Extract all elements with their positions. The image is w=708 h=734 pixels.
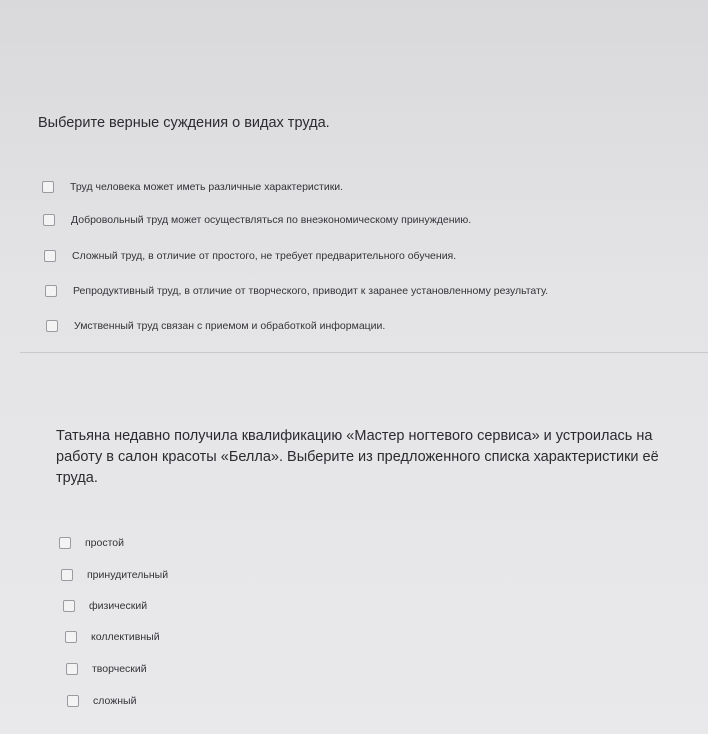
option-label: принудительный xyxy=(87,569,169,581)
question-1 xyxy=(0,0,708,352)
option-label: простой xyxy=(85,537,125,549)
checkbox[interactable] xyxy=(46,320,58,332)
option-label: коллективный xyxy=(91,631,160,643)
question-1-option-5[interactable] xyxy=(46,320,385,332)
question-2-option-5[interactable] xyxy=(66,663,147,675)
question-2-option-3[interactable] xyxy=(63,600,147,612)
question-1-option-1[interactable] xyxy=(42,181,343,193)
checkbox[interactable] xyxy=(67,695,79,707)
option-label: физический xyxy=(89,600,148,612)
option-label: Сложный труд, в отличие от простого, не требует предварительного обучения. xyxy=(72,250,457,262)
checkbox[interactable] xyxy=(45,285,57,297)
question-1-option-2[interactable] xyxy=(43,214,471,226)
checkbox[interactable] xyxy=(42,181,54,193)
option-label: Умственный труд связан с приемом и обработкой информации. xyxy=(74,320,386,332)
question-2-option-1[interactable] xyxy=(59,537,124,549)
checkbox[interactable] xyxy=(44,250,56,262)
checkbox[interactable] xyxy=(61,569,73,581)
checkbox[interactable] xyxy=(65,631,77,643)
question-1-option-4[interactable] xyxy=(45,285,548,297)
question-1-option-3[interactable] xyxy=(44,250,456,262)
option-label: Труд человека может иметь различные характеристики. xyxy=(70,181,344,193)
option-label: Репродуктивный труд, в отличие от творческого, приводит к заранее установленному результату. xyxy=(73,285,549,297)
question-2-title: Татьяна недавно получила квалификацию «Мастер ногтевого сервиса» и устроилась на работу в салон красоты «Белла». Выберите из предложенного списка характеристики её труда. xyxy=(56,428,659,486)
option-label: сложный xyxy=(93,695,137,707)
question-1-title: Выберите верные суждения о видах труда. xyxy=(38,115,330,131)
checkbox[interactable] xyxy=(63,600,75,612)
option-label: Добровольный труд может осуществляться по внеэкономическому принуждению. xyxy=(71,214,472,226)
checkbox[interactable] xyxy=(59,537,71,549)
question-2 xyxy=(0,356,708,734)
checkbox[interactable] xyxy=(43,214,55,226)
question-2-option-2[interactable] xyxy=(61,569,168,581)
question-2-option-4[interactable] xyxy=(65,631,160,643)
question-2-option-6[interactable] xyxy=(67,695,136,707)
section-divider xyxy=(20,352,708,353)
checkbox[interactable] xyxy=(66,663,78,675)
option-label: творческий xyxy=(92,663,147,675)
